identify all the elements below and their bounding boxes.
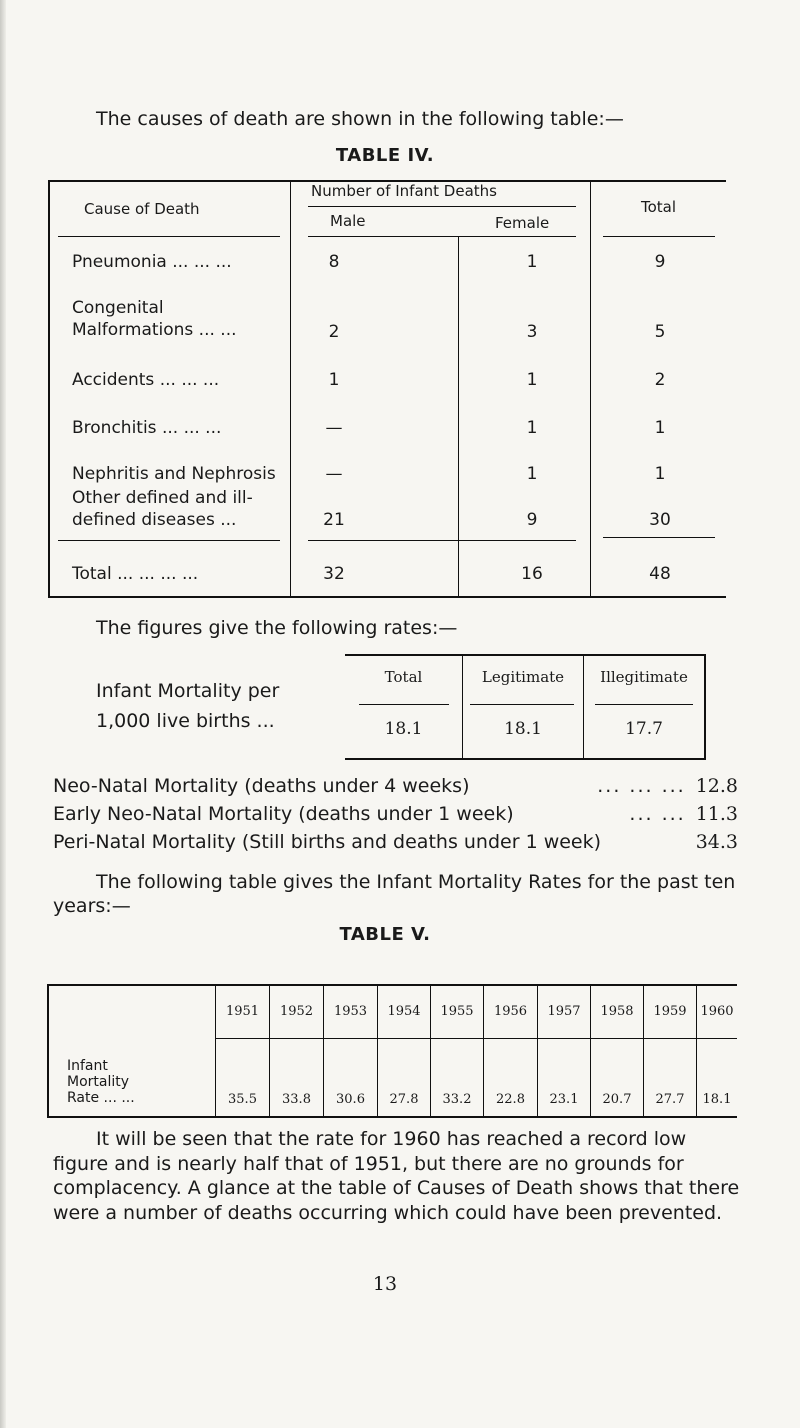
row-male: 1 [328, 370, 340, 390]
total-row-male: 32 [323, 564, 345, 584]
row-total: 2 [654, 370, 666, 390]
year-cell: 1952 [279, 1004, 314, 1019]
header-total: Total [641, 198, 677, 216]
row-female: 9 [526, 510, 538, 530]
row-cause: Bronchitis ... ... ... [72, 418, 222, 438]
table-v-title: TABLE V. [339, 924, 431, 945]
row-female: 1 [526, 418, 538, 438]
year-cell: 1951 [225, 1004, 260, 1019]
row-female: 3 [526, 322, 538, 342]
table-iv-title: TABLE IV. [335, 145, 435, 166]
rates-header-total: Total [384, 668, 423, 686]
rate-cell: 30.6 [336, 1092, 365, 1107]
rate-cell: 33.2 [442, 1092, 472, 1107]
stat-label: Early Neo-Natal Mortality (deaths under 1 week) [53, 803, 514, 825]
year-cell: 1958 [600, 1004, 634, 1019]
total-row-total: 48 [649, 564, 671, 584]
rate-cell: 20.7 [602, 1092, 632, 1107]
row-cause: Malformations ... ... [72, 320, 237, 340]
header-number-of-infant-deaths: Number of Infant Deaths [311, 182, 497, 200]
year-cell: 1959 [653, 1004, 687, 1019]
rate-cell: 23.1 [549, 1092, 579, 1107]
stat-label: Neo-Natal Mortality (deaths under 4 weeks) [53, 775, 470, 797]
total-row-cause: Total ... ... ... ... [72, 564, 199, 584]
row-label-line3: Rate ... ... [67, 1090, 135, 1106]
row-label-line1: Infant [67, 1058, 108, 1074]
page-number: 13 [372, 1273, 398, 1295]
rates-value-legitimate: 18.1 [504, 719, 542, 739]
year-cell: 1955 [440, 1004, 474, 1019]
stat-peri-natal [53, 831, 738, 853]
rate-cell: 27.7 [655, 1092, 685, 1107]
rates-header-legitimate: Legitimate [481, 668, 565, 686]
closing-paragraph: It will be seen that the rate for 1960 has reached a record low figure and is nearly half that of 1951, but there are no grounds for complacency. A glance at the table of Causes of Death shows that there were a number of deaths occurring which could have been prevented. [53, 1128, 740, 1224]
intro-text: The causes of death are shown in the following table:— [96, 108, 624, 130]
row-cause: defined diseases ... [72, 510, 237, 530]
row-total: 30 [649, 510, 671, 530]
rate-cell: 35.5 [228, 1092, 257, 1107]
stat-neo-natal [53, 775, 738, 797]
row-total: 1 [654, 418, 666, 438]
row-male: — [325, 464, 343, 484]
stat-value: 12.8 [695, 775, 738, 797]
row-female: 1 [526, 252, 538, 272]
rate-cell: 33.8 [282, 1092, 311, 1107]
rates-intro: The figures give the following rates:— [96, 617, 458, 639]
rates-label-line2: 1,000 live births ... [96, 710, 275, 732]
row-total: 1 [654, 464, 666, 484]
year-cell: 1957 [547, 1004, 581, 1019]
row-cause-line1: Congenital [72, 298, 164, 318]
row-male: — [325, 418, 343, 438]
row-cause: Pneumonia ... ... ... [72, 252, 232, 272]
rate-cell: 22.8 [496, 1092, 525, 1107]
row-female: 1 [526, 464, 538, 484]
header-female: Female [495, 214, 550, 232]
stat-dots: ... ... [629, 803, 686, 825]
scan-edge [0, 0, 6, 1428]
row-cause: Nephritis and Nephrosis [72, 464, 276, 484]
stat-dots [601, 831, 696, 853]
stat-dots: ... ... ... [597, 775, 686, 797]
row-total: 5 [654, 322, 666, 342]
table-v-intro: The following table gives the Infant Mortality Rates for the past ten years:— [53, 871, 736, 917]
row-male: 2 [328, 322, 340, 342]
header-male: Male [330, 212, 366, 230]
row-male: 21 [323, 510, 345, 530]
stat-early-neo-natal [53, 803, 738, 825]
stat-value: 11.3 [695, 803, 738, 825]
causes-of-death-table [48, 180, 726, 598]
rates-label-line1: Infant Mortality per [96, 680, 280, 702]
row-cause: Accidents ... ... ... [72, 370, 220, 390]
year-cell: 1956 [493, 1004, 528, 1019]
rates-value-total: 18.1 [384, 719, 423, 739]
infant-mortality-rates-table [47, 984, 737, 1118]
rates-value-illegitimate: 17.7 [625, 719, 663, 739]
row-total: 9 [654, 252, 666, 272]
row-female: 1 [526, 370, 538, 390]
header-cause: Cause of Death [84, 200, 200, 218]
rates-header-illegitimate: Illegitimate [600, 668, 688, 686]
row-cause-line1: Other defined and ill- [72, 488, 253, 508]
stat-label: Peri-Natal Mortality (Still births and deaths under 1 week) [53, 831, 602, 853]
rate-cell: 27.8 [389, 1092, 419, 1107]
year-cell: 1954 [387, 1004, 421, 1019]
year-cell: 1960 [700, 1004, 734, 1019]
rates-table [345, 654, 705, 760]
row-male: 8 [328, 252, 340, 272]
total-row-female: 16 [521, 564, 543, 584]
row-label-line2: Mortality [67, 1074, 130, 1090]
stat-value: 34.3 [695, 831, 738, 853]
rate-cell: 18.1 [702, 1092, 732, 1107]
year-cell: 1953 [333, 1004, 368, 1019]
